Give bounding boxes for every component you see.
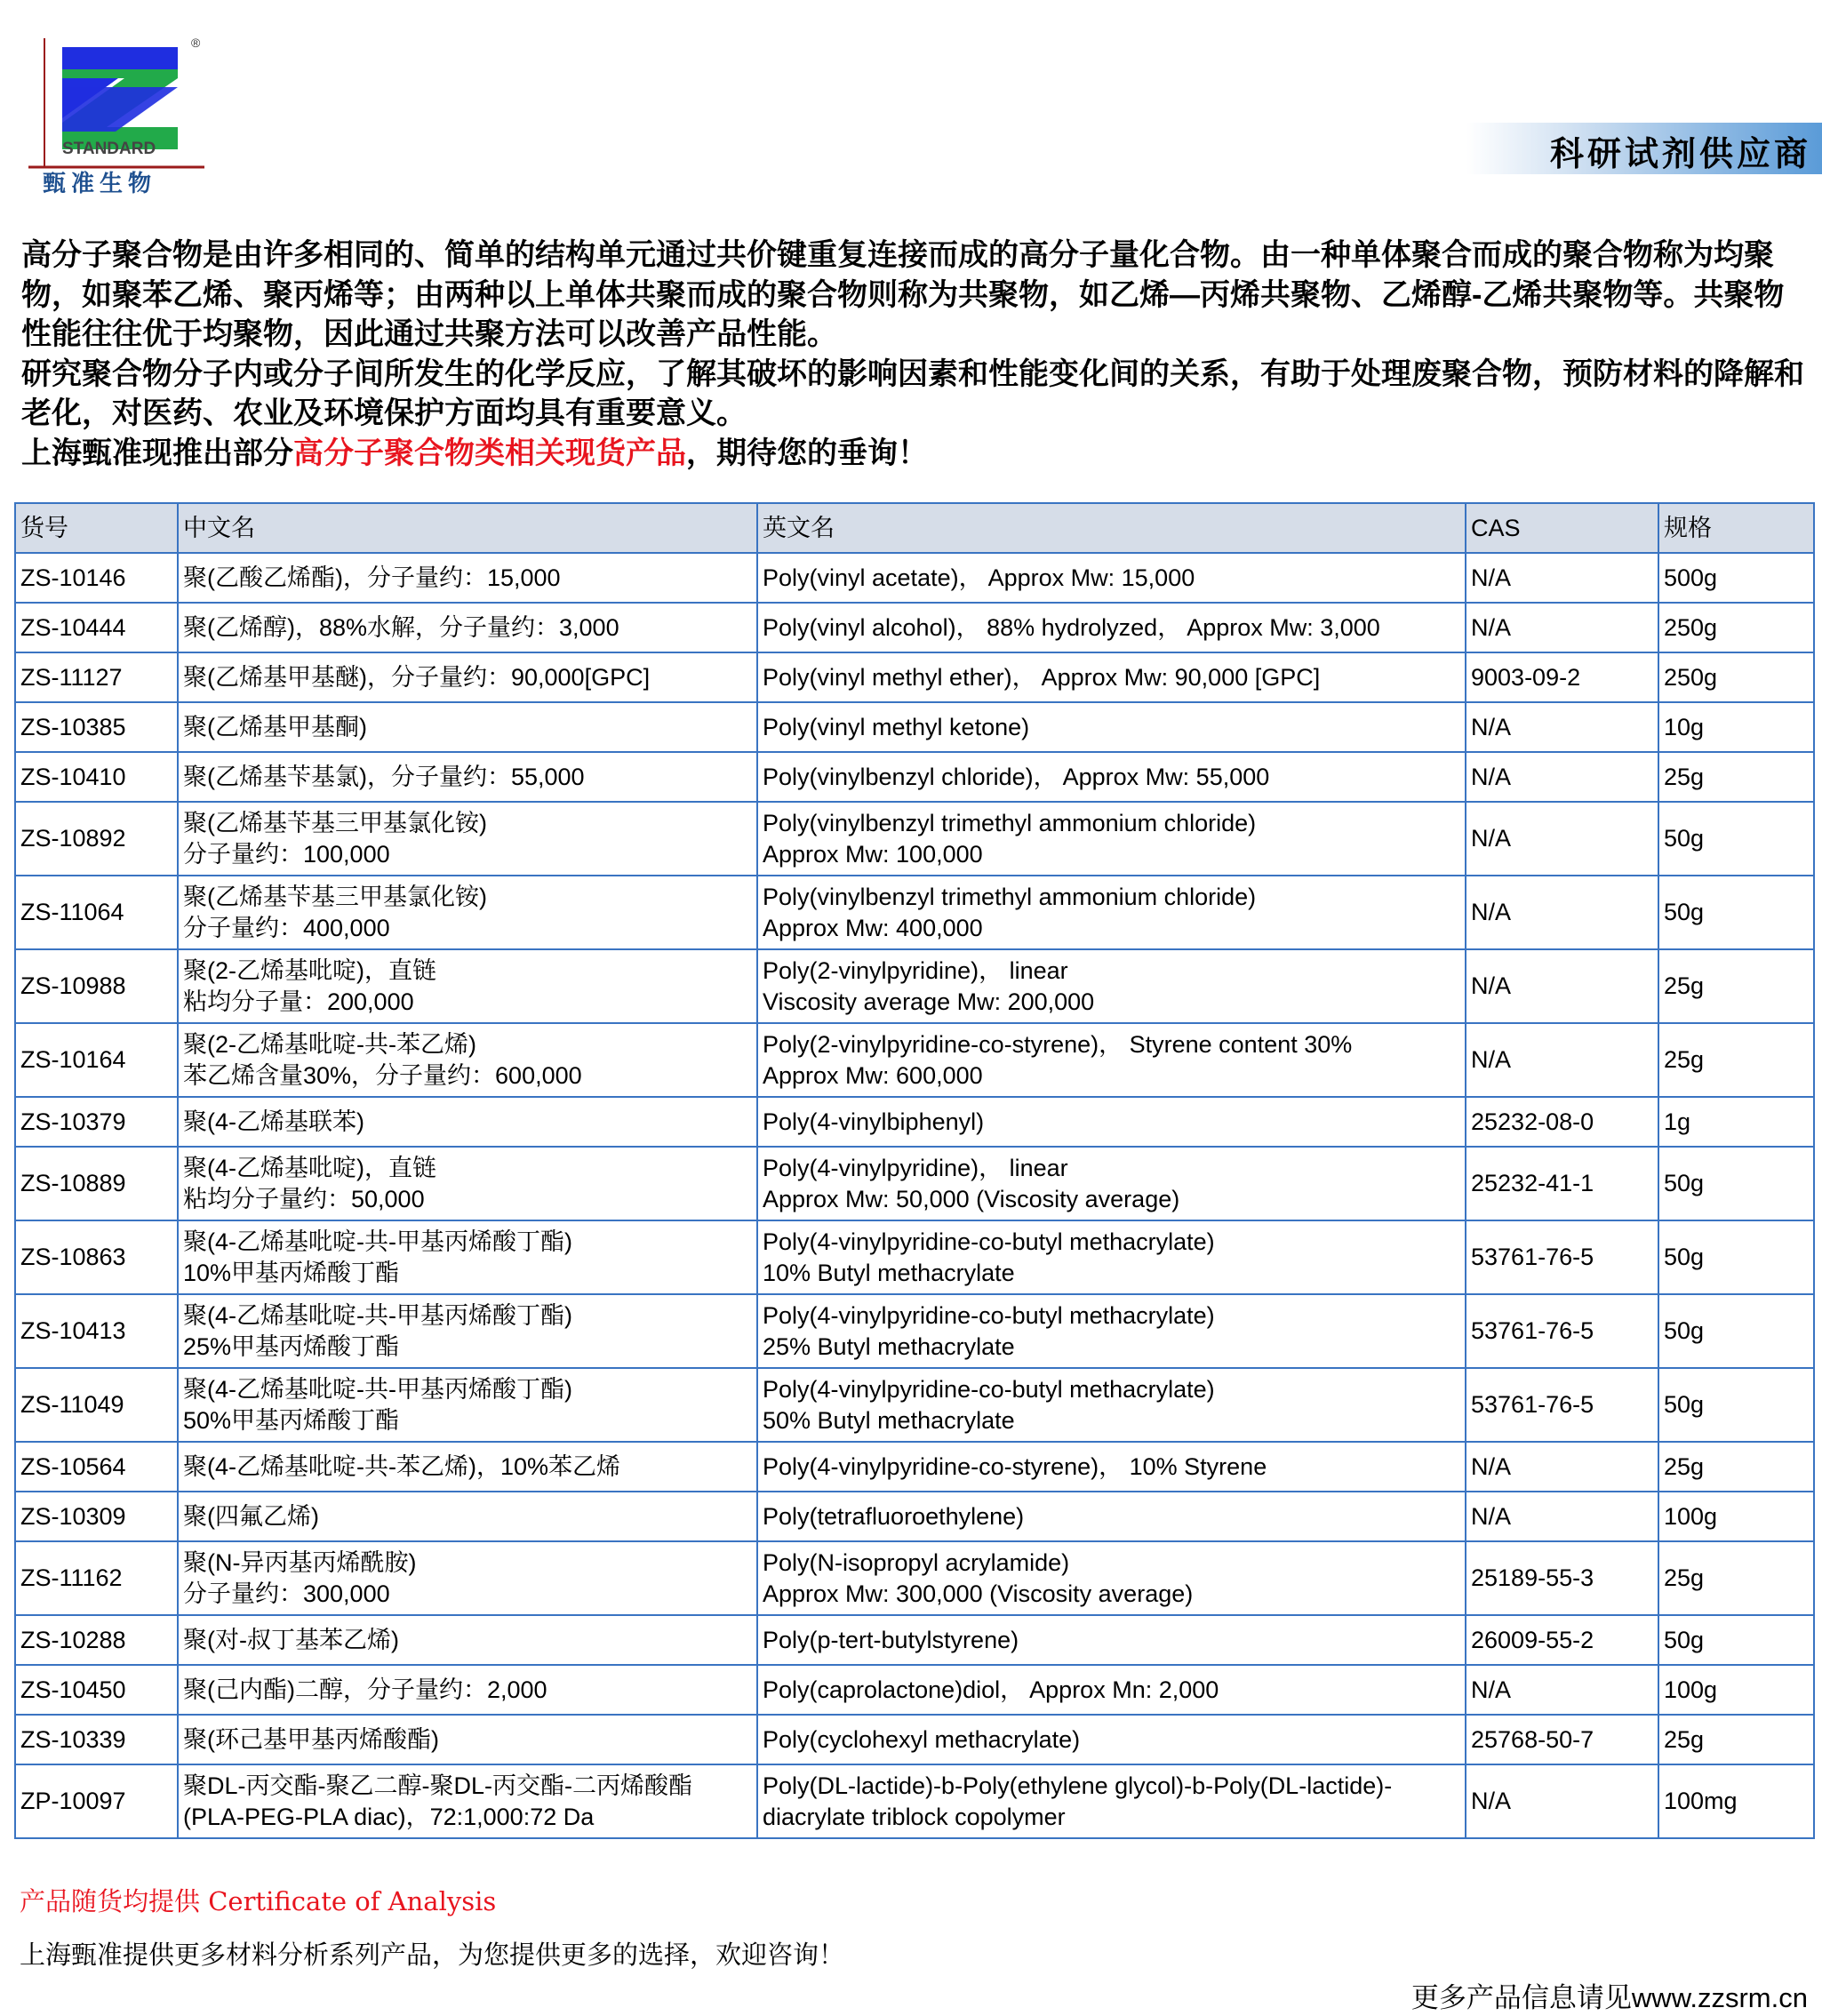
table-row — [15, 1368, 1814, 1442]
more-products-note: 上海甄准提供更多材料分析系列产品，为您提供更多的选择，欢迎咨询！ — [20, 1940, 845, 1970]
cell-cas-number: N/A — [1466, 603, 1658, 652]
cell-english-name: Poly(2-vinylpyridine)， linear Viscosity average Mw: 200,000 — [757, 949, 1466, 1023]
cell-chinese-name: 聚(2-乙烯基吡啶)，直链 粘均分子量：200,000 — [178, 949, 757, 1023]
cell-english-name: Poly(4-vinylpyridine-co-butyl methacrylate) 25% Butyl methacrylate — [757, 1294, 1466, 1368]
cell-catalog-no: ZS-10564 — [15, 1442, 178, 1492]
cell-catalog-no: ZS-10385 — [15, 702, 178, 752]
cell-english-name: Poly(vinyl acetate)， Approx Mw: 15,000 — [757, 553, 1466, 603]
intro-paragraph-3 — [21, 434, 1808, 474]
cell-catalog-no: ZS-11064 — [15, 876, 178, 949]
table-row — [15, 1541, 1814, 1615]
cell-english-name: Poly(DL-lactide)-b-Poly(ethylene glycol)-b-Poly(DL-lactide)- diacrylate triblock copolymer — [757, 1764, 1466, 1838]
cell-spec: 25g — [1658, 949, 1814, 1023]
cell-chinese-name: 聚(4-乙烯基吡啶-共-甲基丙烯酸丁酯) 10%甲基丙烯酸丁酯 — [178, 1220, 757, 1294]
cell-chinese-name: 聚(乙烯基苄基三甲基氯化铵) 分子量约：400,000 — [178, 876, 757, 949]
cell-cas-number: N/A — [1466, 553, 1658, 603]
cell-english-name: Poly(4-vinylpyridine)， linear Approx Mw: 50,000 (Viscosity average) — [757, 1147, 1466, 1220]
cell-cas-number: N/A — [1466, 1442, 1658, 1492]
cell-english-name: Poly(vinylbenzyl trimethyl ammonium chloride) Approx Mw: 400,000 — [757, 876, 1466, 949]
svg-text:STANDARD: STANDARD — [62, 140, 156, 158]
table-row — [15, 702, 1814, 752]
cell-english-name: Poly(vinyl methyl ketone) — [757, 702, 1466, 752]
cell-catalog-no: ZS-11162 — [15, 1541, 178, 1615]
cell-cas-number: N/A — [1466, 802, 1658, 876]
cell-chinese-name: 聚(乙烯基苄基三甲基氯化铵) 分子量约：100,000 — [178, 802, 757, 876]
intro-paragraph-1: 高分子聚合物是由许多相同的、简单的结构单元通过共价键重复连接而成的高分子量化合物。由一种单体聚合而成的聚合物称为均聚物，如聚苯乙烯、聚丙烯等；由两种以上单体共聚而成的聚合物则称为共聚物，如乙烯—丙烯共聚物、乙烯醇-乙烯共聚物等。共聚物性能往往优于均聚物，因此通过共聚方法可以改善产品性能。 — [21, 238, 1785, 351]
cell-spec: 250g — [1658, 652, 1814, 702]
cell-english-name: Poly(cyclohexyl methacrylate) — [757, 1715, 1466, 1764]
cell-spec: 50g — [1658, 1147, 1814, 1220]
intro-p3-suffix: ，期待您的垂询！ — [686, 436, 928, 470]
cell-spec: 50g — [1658, 1294, 1814, 1368]
cell-chinese-name: 聚(N-异丙基丙烯酰胺) 分子量约：300,000 — [178, 1541, 757, 1615]
cell-chinese-name: 聚(环己基甲基丙烯酸酯) — [178, 1715, 757, 1764]
cell-spec: 50g — [1658, 1220, 1814, 1294]
cell-catalog-no: ZS-10164 — [15, 1023, 178, 1097]
cell-cas-number: N/A — [1466, 1665, 1658, 1715]
table-row — [15, 1615, 1814, 1665]
table-header-row — [15, 503, 1814, 553]
table-row — [15, 1294, 1814, 1368]
cell-cas-number: N/A — [1466, 1764, 1658, 1838]
cell-chinese-name: 聚(4-乙烯基吡啶)，直链 粘均分子量约：50,000 — [178, 1147, 757, 1220]
cell-chinese-name: 聚(对-叔丁基苯乙烯) — [178, 1615, 757, 1665]
table-row — [15, 652, 1814, 702]
cell-english-name: Poly(vinyl methyl ether)， Approx Mw: 90,000 [GPC] — [757, 652, 1466, 702]
cell-cas-number: 53761-76-5 — [1466, 1368, 1658, 1442]
cell-chinese-name: 聚(乙烯醇)，88%水解，分子量约：3,000 — [178, 603, 757, 652]
header-catalog-no: 货号 — [15, 503, 178, 553]
svg-text:®: ® — [191, 36, 201, 50]
cell-catalog-no: ZS-10339 — [15, 1715, 178, 1764]
cell-english-name: Poly(2-vinylpyridine-co-styrene)， Styrene content 30% Approx Mw: 600,000 — [757, 1023, 1466, 1097]
table-row — [15, 1220, 1814, 1294]
table-row — [15, 876, 1814, 949]
cell-catalog-no: ZS-11049 — [15, 1368, 178, 1442]
cell-chinese-name: 聚(乙烯基甲基醚)，分子量约：90,000[GPC] — [178, 652, 757, 702]
cell-catalog-no: ZS-10309 — [15, 1492, 178, 1541]
header-spec: 规格 — [1658, 503, 1814, 553]
header-chinese-name: 中文名 — [178, 503, 757, 553]
supplier-banner — [1466, 123, 1822, 174]
cell-spec: 10g — [1658, 702, 1814, 752]
cell-spec: 25g — [1658, 1541, 1814, 1615]
cell-english-name: Poly(4-vinylpyridine-co-styrene)， 10% Styrene — [757, 1442, 1466, 1492]
cell-cas-number: N/A — [1466, 1492, 1658, 1541]
cell-chinese-name: 聚(乙酸乙烯酯)，分子量约：15,000 — [178, 553, 757, 603]
cell-catalog-no: ZS-10288 — [15, 1615, 178, 1665]
intro-p3-prefix: 上海甄准现推出部分 — [21, 436, 293, 470]
table-row — [15, 1023, 1814, 1097]
cell-spec: 250g — [1658, 603, 1814, 652]
cell-english-name: Poly(caprolactone)diol， Approx Mn: 2,000 — [757, 1665, 1466, 1715]
cell-cas-number: 26009-55-2 — [1466, 1615, 1658, 1665]
table-row — [15, 949, 1814, 1023]
intro-paragraph-2: 研究聚合物分子内或分子间所发生的化学反应，了解其破坏的影响因素和性能变化间的关系，有助于处理废聚合物，预防材料的降解和老化，对医药、农业及环境保护方面均具有重要意义。 — [21, 356, 1804, 430]
cell-english-name: Poly(tetrafluoroethylene) — [757, 1492, 1466, 1541]
table-row — [15, 1665, 1814, 1715]
cell-spec: 100mg — [1658, 1764, 1814, 1838]
table-row — [15, 1715, 1814, 1764]
cell-cas-number: N/A — [1466, 752, 1658, 802]
cell-cas-number: 25768-50-7 — [1466, 1715, 1658, 1764]
cell-catalog-no: ZS-11127 — [15, 652, 178, 702]
cell-catalog-no: ZS-10863 — [15, 1220, 178, 1294]
cell-catalog-no: ZS-10450 — [15, 1665, 178, 1715]
cell-catalog-no: ZS-10892 — [15, 802, 178, 876]
cell-chinese-name: 聚(乙烯基苄基氯)，分子量约：55,000 — [178, 752, 757, 802]
website-note: 更多产品信息请见www.zzsrm.cn — [1410, 1982, 1808, 2013]
cell-cas-number: 9003-09-2 — [1466, 652, 1658, 702]
header-english-name: 英文名 — [757, 503, 1466, 553]
cell-spec: 50g — [1658, 1615, 1814, 1665]
table-row — [15, 1097, 1814, 1147]
coa-note: 产品随货均提供 Certificate of Analysis — [20, 1886, 497, 1916]
cell-cas-number: 53761-76-5 — [1466, 1220, 1658, 1294]
banner-text: 科研试剂供应商 — [1549, 133, 1811, 173]
cell-chinese-name: 聚(4-乙烯基吡啶-共-苯乙烯)，10%苯乙烯 — [178, 1442, 757, 1492]
cell-spec: 25g — [1658, 752, 1814, 802]
cell-english-name: Poly(N-isopropyl acrylamide) Approx Mw: 300,000 (Viscosity average) — [757, 1541, 1466, 1615]
cell-spec: 100g — [1658, 1665, 1814, 1715]
cell-catalog-no: ZP-10097 — [15, 1764, 178, 1838]
cell-chinese-name: 聚DL-丙交酯-聚乙二醇-聚DL-丙交酯-二丙烯酸酯 (PLA-PEG-PLA diac)，72:1,000:72 Da — [178, 1764, 757, 1838]
cell-catalog-no: ZS-10444 — [15, 603, 178, 652]
cell-catalog-no: ZS-10379 — [15, 1097, 178, 1147]
cell-catalog-no: ZS-10413 — [15, 1294, 178, 1368]
cell-chinese-name: 聚(2-乙烯基吡啶-共-苯乙烯) 苯乙烯含量30%，分子量约：600,000 — [178, 1023, 757, 1097]
cell-catalog-no: ZS-10410 — [15, 752, 178, 802]
table-row — [15, 553, 1814, 603]
intro-text — [21, 236, 1808, 473]
product-table — [14, 502, 1815, 1839]
cell-english-name: Poly(vinylbenzyl chloride)， Approx Mw: 55,000 — [757, 752, 1466, 802]
cell-chinese-name: 聚(4-乙烯基联苯) — [178, 1097, 757, 1147]
header-cas: CAS — [1466, 503, 1658, 553]
table-row — [15, 1764, 1814, 1838]
cell-spec: 50g — [1658, 802, 1814, 876]
cell-chinese-name: 聚(己内酯)二醇，分子量约：2,000 — [178, 1665, 757, 1715]
table-row — [15, 1492, 1814, 1541]
table-row — [15, 603, 1814, 652]
cell-cas-number: N/A — [1466, 702, 1658, 752]
cell-cas-number: 25232-41-1 — [1466, 1147, 1658, 1220]
table-row — [15, 1147, 1814, 1220]
cell-english-name: Poly(vinyl alcohol)， 88% hydrolyzed， Approx Mw: 3,000 — [757, 603, 1466, 652]
cell-spec: 1g — [1658, 1097, 1814, 1147]
cell-english-name: Poly(p-tert-butylstyrene) — [757, 1615, 1466, 1665]
cell-cas-number: 25232-08-0 — [1466, 1097, 1658, 1147]
table-row — [15, 802, 1814, 876]
company-logo — [27, 34, 213, 194]
cell-catalog-no: ZS-10146 — [15, 553, 178, 603]
cell-catalog-no: ZS-10988 — [15, 949, 178, 1023]
cell-spec: 25g — [1658, 1442, 1814, 1492]
cell-spec: 50g — [1658, 876, 1814, 949]
cell-spec: 25g — [1658, 1023, 1814, 1097]
cell-spec: 25g — [1658, 1715, 1814, 1764]
table-row — [15, 1442, 1814, 1492]
cell-english-name: Poly(4-vinylbiphenyl) — [757, 1097, 1466, 1147]
cell-cas-number: N/A — [1466, 949, 1658, 1023]
cell-english-name: Poly(vinylbenzyl trimethyl ammonium chloride) Approx Mw: 100,000 — [757, 802, 1466, 876]
cell-chinese-name: 聚(4-乙烯基吡啶-共-甲基丙烯酸丁酯) 25%甲基丙烯酸丁酯 — [178, 1294, 757, 1368]
cell-catalog-no: ZS-10889 — [15, 1147, 178, 1220]
cell-english-name: Poly(4-vinylpyridine-co-butyl methacrylate) 50% Butyl methacrylate — [757, 1368, 1466, 1442]
cell-chinese-name: 聚(乙烯基甲基酮) — [178, 702, 757, 752]
svg-text:甄准生物: 甄准生物 — [43, 170, 157, 194]
cell-cas-number: 25189-55-3 — [1466, 1541, 1658, 1615]
cell-chinese-name: 聚(四氟乙烯) — [178, 1492, 757, 1541]
cell-spec: 100g — [1658, 1492, 1814, 1541]
cell-spec: 50g — [1658, 1368, 1814, 1442]
cell-spec: 500g — [1658, 553, 1814, 603]
cell-english-name: Poly(4-vinylpyridine-co-butyl methacrylate) 10% Butyl methacrylate — [757, 1220, 1466, 1294]
cell-chinese-name: 聚(4-乙烯基吡啶-共-甲基丙烯酸丁酯) 50%甲基丙烯酸丁酯 — [178, 1368, 757, 1442]
cell-cas-number: 53761-76-5 — [1466, 1294, 1658, 1368]
intro-highlight: 高分子聚合物类相关现货产品 — [293, 436, 686, 470]
cell-cas-number: N/A — [1466, 1023, 1658, 1097]
table-row — [15, 752, 1814, 802]
cell-cas-number: N/A — [1466, 876, 1658, 949]
